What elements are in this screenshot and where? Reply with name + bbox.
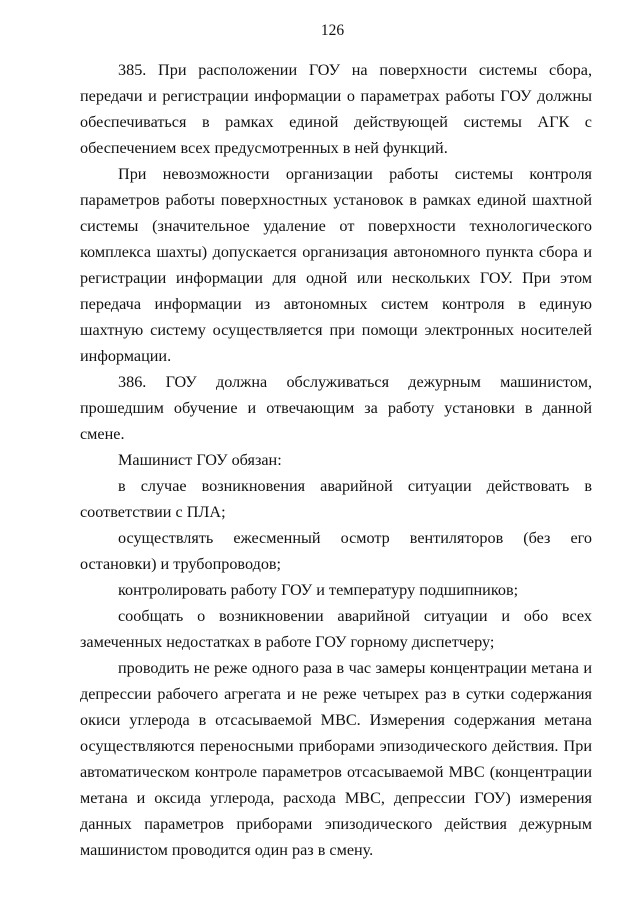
paragraph-duty-control: контролировать работу ГОУ и температуру подшипников;	[118, 581, 519, 599]
paragraph-duty-emergency-plan: в случае возникновения аварийной ситуации действовать в соответствии с ПЛА;	[80, 477, 592, 521]
paragraph-duty-inspection: осуществлять ежесменный осмотр вентиляторов (без его остановки) и трубопроводов;	[80, 529, 592, 573]
document-body	[80, 57, 592, 863]
paragraph-autonomous-point: При невозможности организации работы системы контроля параметров работы поверхностных установок в рамках единой шахтной системы (значительное удаление от поверхности технологического комплекса шахты) допускается организация автономного пункта сбора и регистрации информации для одной или нескольких ГОУ. При этом передача информации из автономных систем контроля в единую шахтную систему осуществляется при помощи электронных носителей информации.	[80, 165, 592, 365]
paragraph-386: 386. ГОУ должна обслуживаться дежурным машинистом, прошедшим обучение и отвечающим за работу установки в данной смене.	[80, 373, 592, 443]
paragraph-duty-measurements: проводить не реже одного раза в час замеры концентрации метана и депрессии рабочего агрегата и не реже четырех раз в сутки содержания окиси углерода в отсасываемой МВС. Измерения содержания метана осуществляются переносными приборами эпизодического действия. При автоматическом контроле параметров отсасываемой МВС (концентрации метана и оксида углерода, расхода МВС, депрессии ГОУ) измерения данных параметров приборами эпизодического действия дежурным машинистом проводится один раз в смену.	[80, 659, 592, 859]
paragraph-duty-report: сообщать о возникновении аварийной ситуации и обо всех замеченных недостатках в работе ГОУ горному диспетчеру;	[80, 607, 592, 651]
page-number: 126	[320, 22, 345, 39]
paragraph-385: 385. При расположении ГОУ на поверхности системы сбора, передачи и регистрации информации о параметрах работы ГОУ должны обеспечиваться в рамках единой действующей системы АГК с обеспечением всех предусмотренных в ней функций.	[80, 61, 592, 157]
paragraph-operator-duties-heading: Машинист ГОУ обязан:	[118, 451, 282, 469]
